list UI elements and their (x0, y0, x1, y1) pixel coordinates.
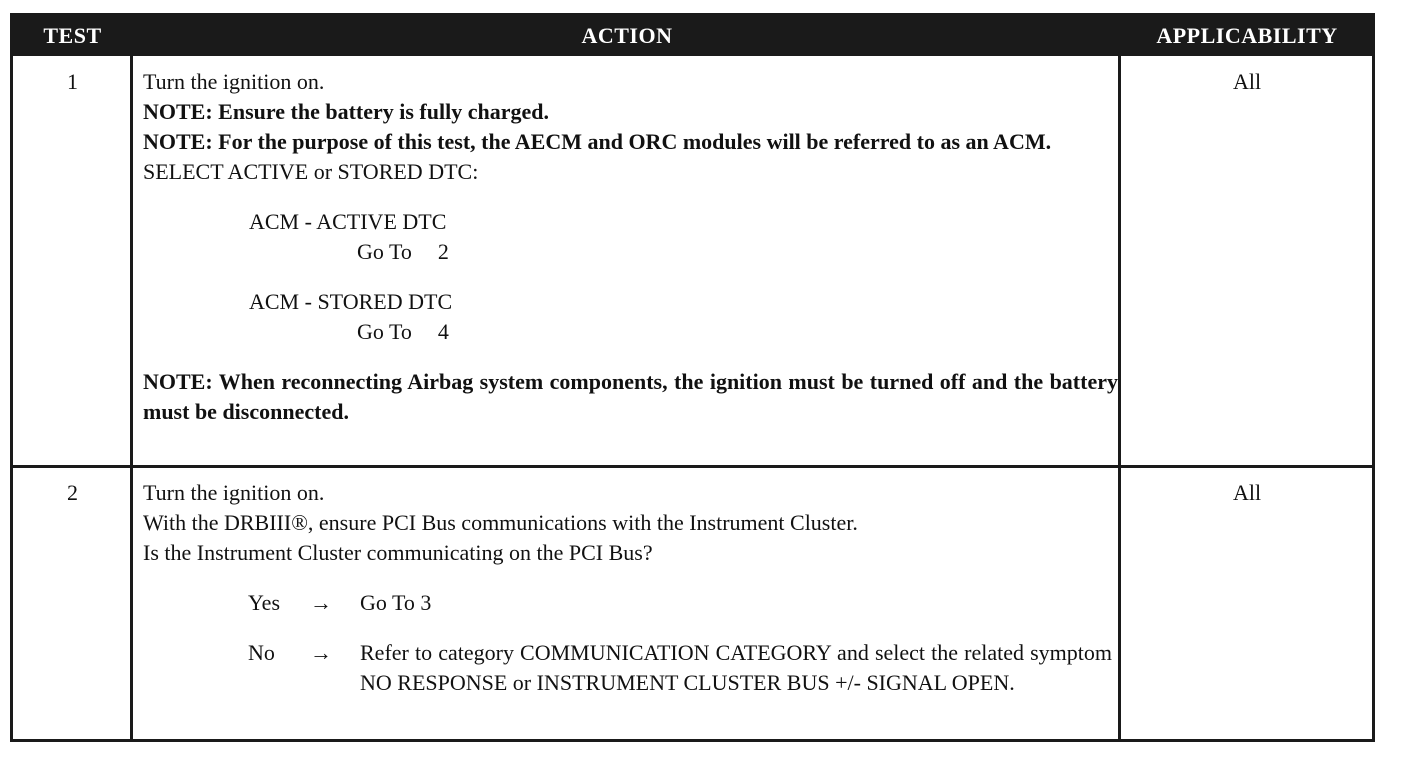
yes-label: Yes (248, 590, 281, 615)
no-label: No (248, 640, 275, 665)
instruction-text: SELECT ACTIVE or STORED DTC: (143, 159, 479, 184)
action-cell-1 (143, 67, 1118, 427)
instruction-text: With the DRBIII®, ensure PCI Bus communications with the Instrument Cluster. (143, 510, 858, 535)
header-applicability: APPLICABILITY (1122, 16, 1372, 56)
diagnostic-table (10, 13, 1375, 742)
column-divider (1118, 56, 1121, 739)
column-divider (130, 56, 133, 739)
instruction-text: Turn the ignition on. (143, 480, 325, 505)
header-test: TEST (13, 16, 132, 56)
action-cell-2 (143, 478, 1118, 698)
option-label: ACM - STORED DTC (249, 289, 453, 314)
test-number-1: 1 (67, 69, 78, 94)
goto-link[interactable]: Go To 4 (357, 319, 449, 344)
no-action: Refer to category COMMUNICATION CATEGORY and select the related symptom NO RESPONSE or INSTRUMENT CLUSTER BUS +/- SIGNAL OPEN. (360, 640, 1112, 695)
option-label: ACM - ACTIVE DTC (249, 209, 447, 234)
row-divider (13, 465, 1372, 468)
header-action: ACTION (132, 16, 1122, 56)
arrow-right-icon: → (310, 640, 332, 665)
no-option[interactable] (248, 638, 1118, 698)
goto-link[interactable]: Go To 2 (357, 239, 449, 264)
test-number-2: 2 (67, 480, 78, 505)
question-text: Is the Instrument Cluster communicating on the PCI Bus? (143, 540, 653, 565)
applicability-2: All (1232, 480, 1262, 505)
note-text: NOTE: For the purpose of this test, the AECM and ORC modules will be referred to as an ACM. (143, 129, 1052, 154)
yes-option[interactable] (248, 588, 1118, 618)
instruction-text: Turn the ignition on. (143, 69, 325, 94)
yes-action: Go To 3 (360, 590, 432, 615)
arrow-right-icon: → (310, 590, 332, 615)
applicability-1: All (1232, 69, 1262, 94)
note-text: NOTE: When reconnecting Airbag system components, the ignition must be turned off and the battery must be disconnected. (143, 369, 1118, 424)
note-text: NOTE: Ensure the battery is fully charged. (143, 99, 549, 124)
